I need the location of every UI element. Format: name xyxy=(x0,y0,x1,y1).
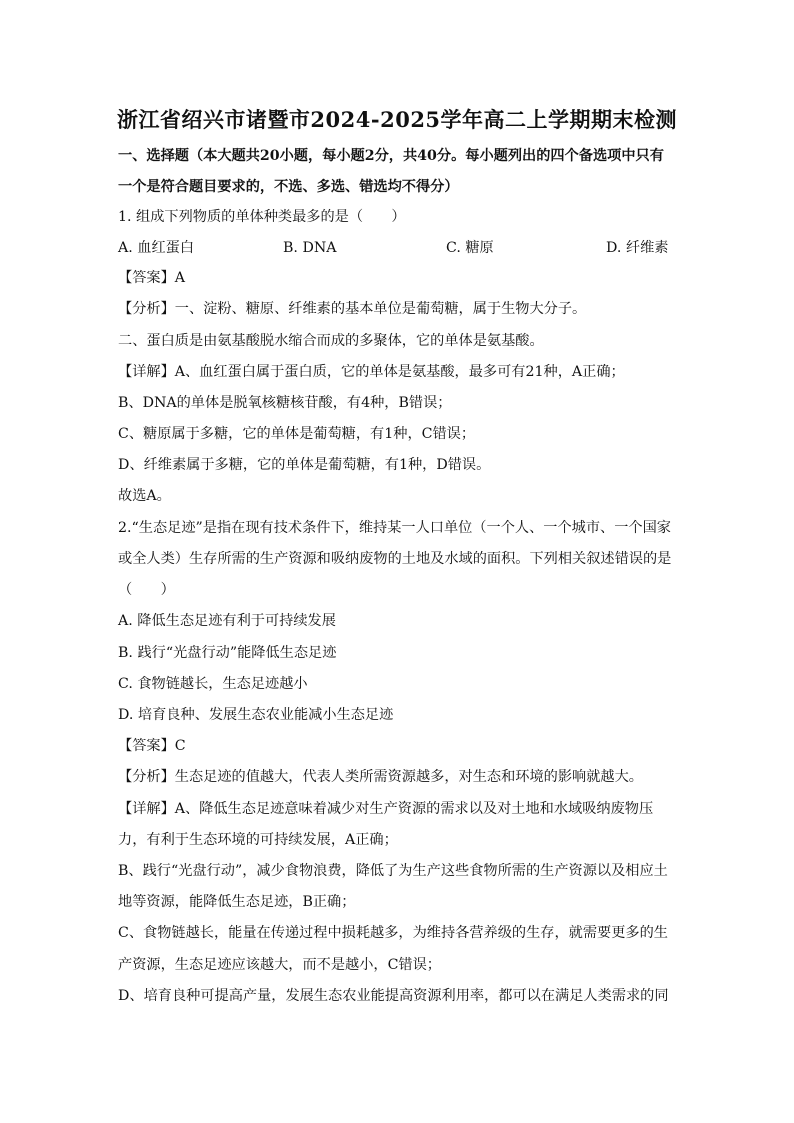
question-1-option-a: A. 血红蛋白 xyxy=(118,240,195,256)
question-1-detail-1: 【详解】A、血红蛋白属于蛋白质，它的单体是氨基酸，最多可有21种，A正确； xyxy=(118,364,625,380)
question-2-stem-1: 2.“生态足迹”是指在现有技术条件下，维持某一人口单位（一个人、一个城市、一个国家 xyxy=(118,520,671,536)
question-1-option-b: B. DNA xyxy=(283,240,337,256)
question-2-detail-7: D、培育良种可提高产量，发展生态农业能提高资源利用率，都可以在满足人类需求的同 xyxy=(118,988,669,1004)
question-1-conclusion: 故选A。 xyxy=(118,488,171,504)
question-2-stem-3: （ ） xyxy=(118,582,175,598)
question-2-stem-2: 或全人类）生存所需的生产资源和吸纳废物的土地及水域的面积。下列相关叙述错误的是 xyxy=(118,551,672,567)
question-1-detail-2: B、DNA的单体是脱氧核糖核苷酸，有4种，B错误； xyxy=(118,395,452,411)
question-2-option-d: D. 培育良种、发展生态农业能减小生态足迹 xyxy=(118,707,394,723)
section-heading-line2: 一个是符合题目要求的，不选、多选、错选均不得分） xyxy=(118,179,459,195)
question-2-detail-4: 地等资源，能降低生态足迹，B正确； xyxy=(118,894,356,910)
question-2-option-c: C. 食物链越长，生态足迹越小 xyxy=(118,676,308,692)
question-1-answer: 【答案】A xyxy=(118,270,185,286)
question-1-detail-3: C、糖原属于多糖，它的单体是葡萄糖，有1种，C错误； xyxy=(118,426,476,442)
question-2-detail-5: C、食物链越长，能量在传递过程中损耗越多，为维持各营养级的生存，就需要更多的生 xyxy=(118,925,668,941)
question-1-analysis-2: 二、蛋白质是由氨基酸脱水缩合而成的多聚体，它的单体是氨基酸。 xyxy=(118,333,544,349)
question-2-detail-2: 力，有利于生态环境的可持续发展，A正确； xyxy=(118,832,398,848)
question-1-option-d: D. 纤维素 xyxy=(606,240,669,256)
question-2-answer: 【答案】C xyxy=(118,738,186,754)
question-1-analysis-1: 【分析】一、淀粉、糖原、纤维素的基本单位是葡萄糖，属于生物大分子。 xyxy=(118,301,587,317)
question-2-option-b: B. 践行“光盘行动”能降低生态足迹 xyxy=(118,645,337,661)
question-2-detail-6: 产资源，生态足迹应该越大，而不是越小，C错误； xyxy=(118,957,441,973)
page-title: 浙江省绍兴市诸暨市2024-2025学年高二上学期期末检测 xyxy=(116,107,678,132)
question-2-option-a: A. 降低生态足迹有利于可持续发展 xyxy=(118,613,336,629)
section-heading-line1: 一、选择题（本大题共20小题，每小题2分，共40分。每小题列出的四个备选项中只有 xyxy=(118,148,664,164)
question-1-stem: 1. 组成下列物质的单体种类最多的是（ ） xyxy=(118,209,406,225)
question-2-analysis: 【分析】生态足迹的值越大，代表人类所需资源越多，对生态和环境的影响就越大。 xyxy=(118,769,643,785)
question-1-detail-4: D、纤维素属于多糖，它的单体是葡萄糖，有1种，D错误。 xyxy=(118,457,491,473)
question-2-detail-3: B、践行“光盘行动”，减少食物浪费，降低了为生产这些食物所需的生产资源以及相应土 xyxy=(118,863,668,879)
question-1-option-c: C. 糖原 xyxy=(446,240,494,256)
question-2-detail-1: 【详解】A、降低生态足迹意味着减少对生产资源的需求以及对土地和水域吸纳废物压 xyxy=(118,801,654,817)
